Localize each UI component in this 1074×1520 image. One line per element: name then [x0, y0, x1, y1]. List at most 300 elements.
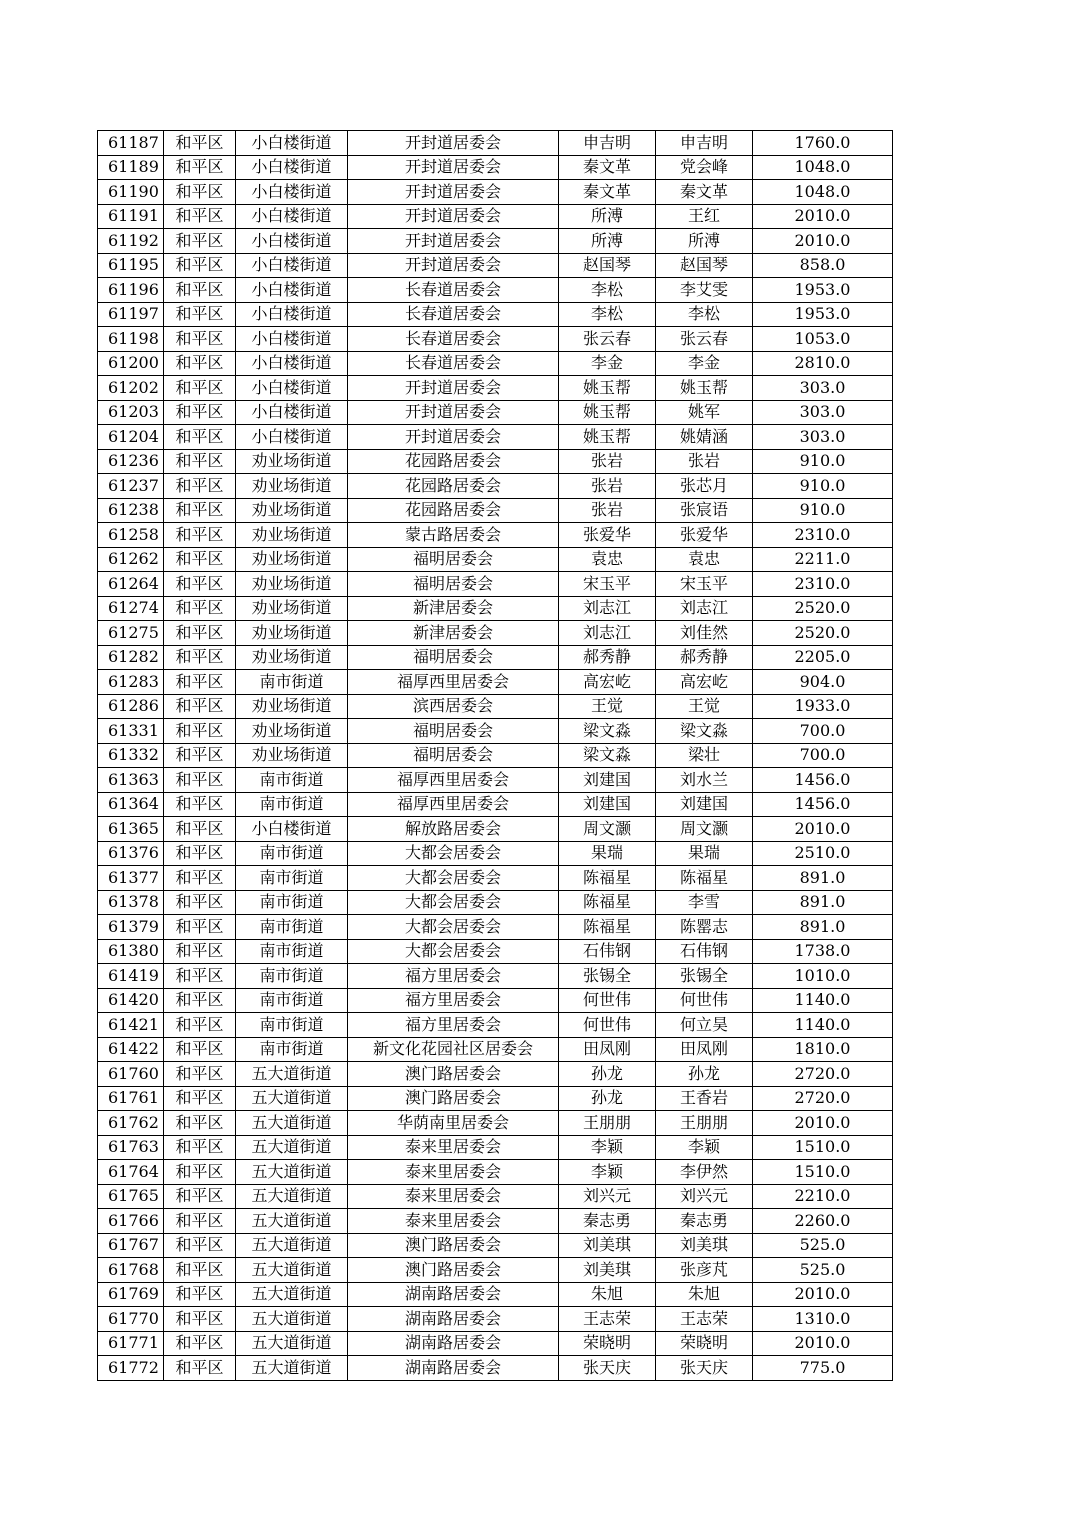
amount-cell: 2520.0 — [753, 621, 893, 646]
amount-cell: 2720.0 — [753, 1062, 893, 1087]
amount-cell: 1933.0 — [753, 694, 893, 719]
member-cell: 石伟钢 — [656, 939, 753, 964]
committee-cell: 福方里居委会 — [348, 964, 559, 989]
street-cell: 五大道街道 — [236, 1331, 348, 1356]
street-cell: 劝业场街道 — [236, 572, 348, 597]
committee-cell: 澳门路居委会 — [348, 1062, 559, 1087]
district-cell: 和平区 — [164, 1331, 236, 1356]
record-id-cell: 61204 — [98, 425, 164, 450]
amount-cell: 2510.0 — [753, 841, 893, 866]
street-cell: 劝业场街道 — [236, 621, 348, 646]
householder-cell: 李金 — [559, 351, 656, 376]
member-cell: 姚玉帮 — [656, 376, 753, 401]
amount-cell: 303.0 — [753, 400, 893, 425]
amount-cell: 1510.0 — [753, 1135, 893, 1160]
street-cell: 五大道街道 — [236, 1233, 348, 1258]
householder-cell: 张岩 — [559, 449, 656, 474]
street-cell: 南市街道 — [236, 939, 348, 964]
committee-cell: 开封道居委会 — [348, 229, 559, 254]
committee-cell: 福厚西里居委会 — [348, 768, 559, 793]
committee-cell: 湖南路居委会 — [348, 1331, 559, 1356]
householder-cell: 刘志江 — [559, 596, 656, 621]
district-cell: 和平区 — [164, 1258, 236, 1283]
street-cell: 小白楼街道 — [236, 180, 348, 205]
district-cell: 和平区 — [164, 351, 236, 376]
table-row — [98, 376, 893, 401]
table-row — [98, 1184, 893, 1209]
householder-cell: 张爱华 — [559, 523, 656, 548]
householder-cell: 田凤刚 — [559, 1037, 656, 1062]
committee-cell: 开封道居委会 — [348, 131, 559, 156]
record-id-cell: 61198 — [98, 327, 164, 352]
amount-cell: 1510.0 — [753, 1160, 893, 1185]
member-cell: 刘美琪 — [656, 1233, 753, 1258]
member-cell: 李颖 — [656, 1135, 753, 1160]
member-cell: 姚婧涵 — [656, 425, 753, 450]
amount-cell: 2810.0 — [753, 351, 893, 376]
district-cell: 和平区 — [164, 1037, 236, 1062]
table-row — [98, 327, 893, 352]
district-cell: 和平区 — [164, 180, 236, 205]
committee-cell: 长春道居委会 — [348, 302, 559, 327]
district-cell: 和平区 — [164, 743, 236, 768]
table-row — [98, 1086, 893, 1111]
street-cell: 五大道街道 — [236, 1184, 348, 1209]
householder-cell: 何世伟 — [559, 1013, 656, 1038]
street-cell: 小白楼街道 — [236, 400, 348, 425]
amount-cell: 891.0 — [753, 890, 893, 915]
table-row — [98, 817, 893, 842]
district-cell: 和平区 — [164, 792, 236, 817]
member-cell: 刘佳然 — [656, 621, 753, 646]
committee-cell: 大都会居委会 — [348, 915, 559, 940]
committee-cell: 大都会居委会 — [348, 890, 559, 915]
member-cell: 张锡全 — [656, 964, 753, 989]
amount-cell: 2010.0 — [753, 1331, 893, 1356]
table-row — [98, 866, 893, 891]
member-cell: 秦志勇 — [656, 1209, 753, 1234]
amount-cell: 303.0 — [753, 376, 893, 401]
householder-cell: 刘建国 — [559, 792, 656, 817]
table-row — [98, 1209, 893, 1234]
committee-cell: 解放路居委会 — [348, 817, 559, 842]
district-cell: 和平区 — [164, 302, 236, 327]
table-row — [98, 964, 893, 989]
amount-cell: 2720.0 — [753, 1086, 893, 1111]
record-id-cell: 61421 — [98, 1013, 164, 1038]
street-cell: 劝业场街道 — [236, 547, 348, 572]
street-cell: 小白楼街道 — [236, 155, 348, 180]
district-cell: 和平区 — [164, 1356, 236, 1381]
district-cell: 和平区 — [164, 1062, 236, 1087]
street-cell: 五大道街道 — [236, 1282, 348, 1307]
record-id-cell: 61197 — [98, 302, 164, 327]
table-row — [98, 547, 893, 572]
member-cell: 王香岩 — [656, 1086, 753, 1111]
amount-cell: 1953.0 — [753, 302, 893, 327]
district-cell: 和平区 — [164, 1111, 236, 1136]
householder-cell: 梁文淼 — [559, 743, 656, 768]
table-row — [98, 1258, 893, 1283]
district-cell: 和平区 — [164, 1160, 236, 1185]
committee-cell: 福方里居委会 — [348, 1013, 559, 1038]
data-table — [97, 130, 893, 1381]
record-id-cell: 61192 — [98, 229, 164, 254]
amount-cell: 1738.0 — [753, 939, 893, 964]
householder-cell: 刘美琪 — [559, 1233, 656, 1258]
record-id-cell: 61264 — [98, 572, 164, 597]
table-row — [98, 180, 893, 205]
record-id-cell: 61771 — [98, 1331, 164, 1356]
street-cell: 小白楼街道 — [236, 302, 348, 327]
member-cell: 申吉明 — [656, 131, 753, 156]
amount-cell: 1140.0 — [753, 1013, 893, 1038]
member-cell: 宋玉平 — [656, 572, 753, 597]
member-cell: 张芯月 — [656, 474, 753, 499]
street-cell: 南市街道 — [236, 841, 348, 866]
table-row — [98, 204, 893, 229]
committee-cell: 福明居委会 — [348, 547, 559, 572]
table-row — [98, 474, 893, 499]
street-cell: 五大道街道 — [236, 1307, 348, 1332]
district-cell: 和平区 — [164, 400, 236, 425]
district-cell: 和平区 — [164, 278, 236, 303]
record-id-cell: 61378 — [98, 890, 164, 915]
record-id-cell: 61258 — [98, 523, 164, 548]
amount-cell: 2010.0 — [753, 1111, 893, 1136]
committee-cell: 花园路居委会 — [348, 449, 559, 474]
committee-cell: 福明居委会 — [348, 743, 559, 768]
record-id-cell: 61283 — [98, 670, 164, 695]
committee-cell: 新津居委会 — [348, 621, 559, 646]
table-row — [98, 1111, 893, 1136]
street-cell: 五大道街道 — [236, 1160, 348, 1185]
amount-cell: 303.0 — [753, 425, 893, 450]
record-id-cell: 61767 — [98, 1233, 164, 1258]
householder-cell: 孙龙 — [559, 1062, 656, 1087]
householder-cell: 孙龙 — [559, 1086, 656, 1111]
householder-cell: 姚玉帮 — [559, 400, 656, 425]
table-row — [98, 645, 893, 670]
committee-cell: 福厚西里居委会 — [348, 670, 559, 695]
record-id-cell: 61766 — [98, 1209, 164, 1234]
householder-cell: 陈福星 — [559, 866, 656, 891]
district-cell: 和平区 — [164, 817, 236, 842]
amount-cell: 2310.0 — [753, 523, 893, 548]
table-row — [98, 572, 893, 597]
table-row — [98, 1331, 893, 1356]
member-cell: 何立昊 — [656, 1013, 753, 1038]
record-id-cell: 61769 — [98, 1282, 164, 1307]
district-cell: 和平区 — [164, 1135, 236, 1160]
amount-cell: 1456.0 — [753, 768, 893, 793]
district-cell: 和平区 — [164, 1209, 236, 1234]
member-cell: 孙龙 — [656, 1062, 753, 1087]
committee-cell: 泰来里居委会 — [348, 1184, 559, 1209]
street-cell: 小白楼街道 — [236, 131, 348, 156]
district-cell: 和平区 — [164, 596, 236, 621]
street-cell: 五大道街道 — [236, 1258, 348, 1283]
record-id-cell: 61262 — [98, 547, 164, 572]
committee-cell: 泰来里居委会 — [348, 1209, 559, 1234]
householder-cell: 李颖 — [559, 1160, 656, 1185]
amount-cell: 525.0 — [753, 1258, 893, 1283]
amount-cell: 891.0 — [753, 915, 893, 940]
amount-cell: 2010.0 — [753, 1282, 893, 1307]
district-cell: 和平区 — [164, 523, 236, 548]
district-cell: 和平区 — [164, 327, 236, 352]
record-id-cell: 61768 — [98, 1258, 164, 1283]
record-id-cell: 61202 — [98, 376, 164, 401]
street-cell: 小白楼街道 — [236, 327, 348, 352]
table-row — [98, 1037, 893, 1062]
district-cell: 和平区 — [164, 866, 236, 891]
table-row — [98, 719, 893, 744]
amount-cell: 775.0 — [753, 1356, 893, 1381]
committee-cell: 长春道居委会 — [348, 278, 559, 303]
amount-cell: 1810.0 — [753, 1037, 893, 1062]
householder-cell: 姚玉帮 — [559, 425, 656, 450]
member-cell: 朱旭 — [656, 1282, 753, 1307]
member-cell: 郝秀静 — [656, 645, 753, 670]
committee-cell: 开封道居委会 — [348, 204, 559, 229]
amount-cell: 910.0 — [753, 449, 893, 474]
record-id-cell: 61203 — [98, 400, 164, 425]
record-id-cell: 61762 — [98, 1111, 164, 1136]
committee-cell: 滨西居委会 — [348, 694, 559, 719]
member-cell: 李伊然 — [656, 1160, 753, 1185]
street-cell: 五大道街道 — [236, 1086, 348, 1111]
table-row — [98, 425, 893, 450]
member-cell: 陈福星 — [656, 866, 753, 891]
record-id-cell: 61363 — [98, 768, 164, 793]
amount-cell: 700.0 — [753, 743, 893, 768]
record-id-cell: 61772 — [98, 1356, 164, 1381]
district-cell: 和平区 — [164, 572, 236, 597]
table-row — [98, 523, 893, 548]
street-cell: 劝业场街道 — [236, 449, 348, 474]
record-id-cell: 61331 — [98, 719, 164, 744]
district-cell: 和平区 — [164, 425, 236, 450]
table-row — [98, 890, 893, 915]
record-id-cell: 61377 — [98, 866, 164, 891]
amount-cell: 910.0 — [753, 474, 893, 499]
amount-cell: 2260.0 — [753, 1209, 893, 1234]
householder-cell: 宋玉平 — [559, 572, 656, 597]
householder-cell: 李颖 — [559, 1135, 656, 1160]
district-cell: 和平区 — [164, 155, 236, 180]
householder-cell: 刘志江 — [559, 621, 656, 646]
member-cell: 梁壮 — [656, 743, 753, 768]
record-id-cell: 61765 — [98, 1184, 164, 1209]
table-row — [98, 302, 893, 327]
table-row — [98, 670, 893, 695]
street-cell: 小白楼街道 — [236, 351, 348, 376]
committee-cell: 福明居委会 — [348, 645, 559, 670]
street-cell: 劝业场街道 — [236, 719, 348, 744]
record-id-cell: 61364 — [98, 792, 164, 817]
member-cell: 荣晓明 — [656, 1331, 753, 1356]
table-row — [98, 1013, 893, 1038]
committee-cell: 华荫南里居委会 — [348, 1111, 559, 1136]
member-cell: 陈罂志 — [656, 915, 753, 940]
street-cell: 小白楼街道 — [236, 425, 348, 450]
street-cell: 南市街道 — [236, 1013, 348, 1038]
table-body — [98, 131, 893, 1381]
householder-cell: 所溥 — [559, 204, 656, 229]
member-cell: 赵国琴 — [656, 253, 753, 278]
member-cell: 张彦芃 — [656, 1258, 753, 1283]
householder-cell: 赵国琴 — [559, 253, 656, 278]
amount-cell: 1010.0 — [753, 964, 893, 989]
committee-cell: 福厚西里居委会 — [348, 792, 559, 817]
member-cell: 王觉 — [656, 694, 753, 719]
member-cell: 刘建国 — [656, 792, 753, 817]
amount-cell: 2010.0 — [753, 204, 893, 229]
amount-cell: 700.0 — [753, 719, 893, 744]
district-cell: 和平区 — [164, 498, 236, 523]
member-cell: 高宏屹 — [656, 670, 753, 695]
table-row — [98, 1356, 893, 1381]
street-cell: 五大道街道 — [236, 1111, 348, 1136]
street-cell: 五大道街道 — [236, 1135, 348, 1160]
record-id-cell: 61195 — [98, 253, 164, 278]
district-cell: 和平区 — [164, 694, 236, 719]
householder-cell: 所溥 — [559, 229, 656, 254]
householder-cell: 朱旭 — [559, 1282, 656, 1307]
member-cell: 张爱华 — [656, 523, 753, 548]
street-cell: 小白楼街道 — [236, 229, 348, 254]
committee-cell: 开封道居委会 — [348, 425, 559, 450]
committee-cell: 蒙古路居委会 — [348, 523, 559, 548]
record-id-cell: 61200 — [98, 351, 164, 376]
street-cell: 南市街道 — [236, 866, 348, 891]
record-id-cell: 61238 — [98, 498, 164, 523]
table-row — [98, 1062, 893, 1087]
street-cell: 南市街道 — [236, 792, 348, 817]
district-cell: 和平区 — [164, 1282, 236, 1307]
committee-cell: 福方里居委会 — [348, 988, 559, 1013]
amount-cell: 2210.0 — [753, 1184, 893, 1209]
street-cell: 南市街道 — [236, 964, 348, 989]
committee-cell: 开封道居委会 — [348, 253, 559, 278]
district-cell: 和平区 — [164, 645, 236, 670]
record-id-cell: 61332 — [98, 743, 164, 768]
amount-cell: 1140.0 — [753, 988, 893, 1013]
member-cell: 张宸语 — [656, 498, 753, 523]
street-cell: 小白楼街道 — [236, 253, 348, 278]
committee-cell: 泰来里居委会 — [348, 1135, 559, 1160]
householder-cell: 刘美琪 — [559, 1258, 656, 1283]
committee-cell: 澳门路居委会 — [348, 1086, 559, 1111]
street-cell: 劝业场街道 — [236, 596, 348, 621]
street-cell: 南市街道 — [236, 670, 348, 695]
table-row — [98, 278, 893, 303]
member-cell: 王朋朋 — [656, 1111, 753, 1136]
committee-cell: 大都会居委会 — [348, 939, 559, 964]
record-id-cell: 61190 — [98, 180, 164, 205]
amount-cell: 2211.0 — [753, 547, 893, 572]
householder-cell: 王朋朋 — [559, 1111, 656, 1136]
record-id-cell: 61236 — [98, 449, 164, 474]
district-cell: 和平区 — [164, 768, 236, 793]
table-row — [98, 1307, 893, 1332]
householder-cell: 陈福星 — [559, 915, 656, 940]
district-cell: 和平区 — [164, 1233, 236, 1258]
table-row — [98, 915, 893, 940]
street-cell: 劝业场街道 — [236, 645, 348, 670]
record-id-cell: 61187 — [98, 131, 164, 156]
amount-cell: 2010.0 — [753, 229, 893, 254]
record-id-cell: 61764 — [98, 1160, 164, 1185]
amount-cell: 1048.0 — [753, 180, 893, 205]
amount-cell: 2205.0 — [753, 645, 893, 670]
householder-cell: 高宏屹 — [559, 670, 656, 695]
householder-cell: 张云春 — [559, 327, 656, 352]
amount-cell: 1953.0 — [753, 278, 893, 303]
committee-cell: 湖南路居委会 — [348, 1282, 559, 1307]
district-cell: 和平区 — [164, 670, 236, 695]
table-row — [98, 1282, 893, 1307]
member-cell: 王红 — [656, 204, 753, 229]
member-cell: 梁文淼 — [656, 719, 753, 744]
householder-cell: 姚玉帮 — [559, 376, 656, 401]
committee-cell: 泰来里居委会 — [348, 1160, 559, 1185]
householder-cell: 张天庆 — [559, 1356, 656, 1381]
table-row — [98, 253, 893, 278]
committee-cell: 大都会居委会 — [348, 866, 559, 891]
district-cell: 和平区 — [164, 964, 236, 989]
householder-cell: 梁文淼 — [559, 719, 656, 744]
record-id-cell: 61379 — [98, 915, 164, 940]
amount-cell: 858.0 — [753, 253, 893, 278]
street-cell: 劝业场街道 — [236, 523, 348, 548]
householder-cell: 秦志勇 — [559, 1209, 656, 1234]
table-row — [98, 351, 893, 376]
householder-cell: 张岩 — [559, 498, 656, 523]
district-cell: 和平区 — [164, 204, 236, 229]
table-row — [98, 1160, 893, 1185]
record-id-cell: 61191 — [98, 204, 164, 229]
householder-cell: 郝秀静 — [559, 645, 656, 670]
record-id-cell: 61376 — [98, 841, 164, 866]
amount-cell: 891.0 — [753, 866, 893, 891]
committee-cell: 新津居委会 — [348, 596, 559, 621]
record-id-cell: 61422 — [98, 1037, 164, 1062]
record-id-cell: 61760 — [98, 1062, 164, 1087]
amount-cell: 910.0 — [753, 498, 893, 523]
district-cell: 和平区 — [164, 253, 236, 278]
district-cell: 和平区 — [164, 1086, 236, 1111]
amount-cell: 2520.0 — [753, 596, 893, 621]
committee-cell: 花园路居委会 — [348, 498, 559, 523]
householder-cell: 石伟钢 — [559, 939, 656, 964]
amount-cell: 1760.0 — [753, 131, 893, 156]
table-row — [98, 155, 893, 180]
member-cell: 李松 — [656, 302, 753, 327]
district-cell: 和平区 — [164, 1013, 236, 1038]
member-cell: 周文灏 — [656, 817, 753, 842]
table-row — [98, 743, 893, 768]
record-id-cell: 61770 — [98, 1307, 164, 1332]
table-row — [98, 694, 893, 719]
table-row — [98, 229, 893, 254]
table-row — [98, 449, 893, 474]
amount-cell: 1053.0 — [753, 327, 893, 352]
street-cell: 劝业场街道 — [236, 743, 348, 768]
householder-cell: 秦文革 — [559, 155, 656, 180]
record-id-cell: 61380 — [98, 939, 164, 964]
